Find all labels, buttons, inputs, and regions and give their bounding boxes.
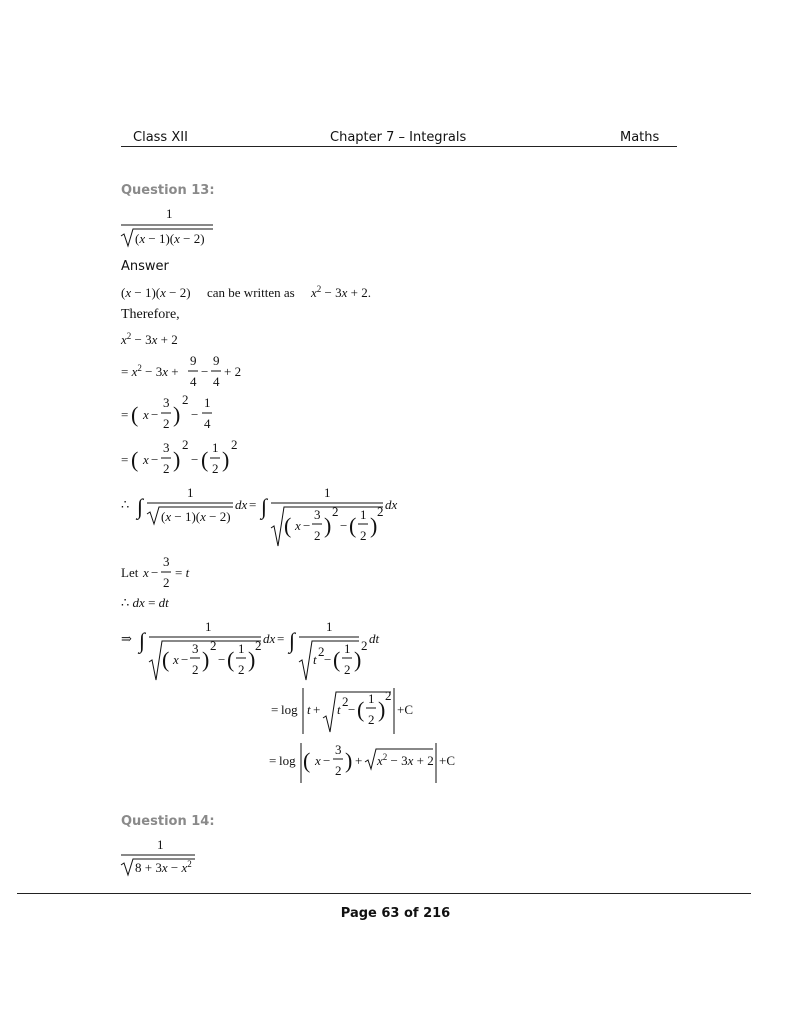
svg-text:4: 4: [190, 374, 197, 389]
svg-text:2: 2: [182, 392, 189, 407]
answer-label: Answer: [121, 259, 169, 274]
svg-text:4: 4: [204, 416, 211, 431]
svg-text:−: −: [151, 407, 159, 422]
svg-text:1: 1: [204, 395, 211, 410]
svg-text:= t: = t: [175, 565, 190, 580]
question-14-label: Question 14:: [121, 814, 215, 829]
question-13-integrand: [121, 205, 231, 249]
svg-text:2: 2: [212, 461, 219, 476]
svg-text:1: 1: [166, 206, 173, 221]
svg-text:1: 1: [360, 507, 367, 522]
svg-text:−: −: [181, 652, 189, 667]
svg-text:∫: ∫: [137, 494, 144, 519]
svg-text:x2 − 3x + 2.: $x^2 - 3x + 2$.: [311, 284, 371, 300]
step-square-form-1: [121, 393, 241, 437]
svg-text:2: 2: [163, 416, 170, 431]
svg-text:9: 9: [213, 353, 220, 368]
svg-text:=: =: [277, 631, 285, 646]
svg-text:−: −: [303, 518, 311, 533]
svg-text:3: 3: [163, 440, 170, 455]
svg-text:(: (: [162, 647, 170, 672]
svg-text:t: t: [337, 702, 341, 717]
svg-text:t: t: [307, 702, 311, 717]
svg-text:2: 2: [360, 528, 367, 543]
header-chapter: Chapter 7 – Integrals: [330, 130, 467, 145]
svg-text:2: 2: [238, 662, 245, 677]
svg-text:2: 2: [210, 638, 217, 653]
svg-text:1: 1: [344, 641, 351, 656]
svg-text:=: =: [249, 497, 257, 512]
svg-text:): ): [370, 513, 378, 538]
svg-text:): ): [345, 748, 353, 773]
svg-text:(x − 1)(x − 2): (x − 1)(x − 2): [135, 231, 205, 246]
svg-text:2: 2: [368, 712, 375, 727]
let-text: Let: [121, 565, 139, 580]
log-text-1: log: [281, 702, 298, 717]
svg-text:−: −: [340, 518, 348, 533]
svg-text:(: (: [303, 748, 311, 773]
svg-text:∫: ∫: [139, 628, 146, 653]
svg-text:t: t: [313, 652, 317, 667]
svg-text:(: (: [131, 447, 139, 472]
svg-text:3: 3: [163, 554, 170, 569]
svg-text:∫: ∫: [261, 494, 268, 519]
svg-text:4: 4: [213, 374, 220, 389]
svg-text:2: 2: [314, 528, 321, 543]
footer-rule: [17, 893, 751, 894]
svg-text:2: 2: [385, 688, 392, 703]
svg-text:2: 2: [332, 504, 339, 519]
svg-text:3: 3: [335, 742, 342, 757]
svg-text:3: 3: [163, 395, 170, 410]
svg-text:(: (: [284, 513, 292, 538]
svg-text:−: −: [191, 452, 199, 467]
svg-text:x: x: [173, 652, 179, 667]
svg-text:2: 2: [163, 461, 170, 476]
written-as-text: can be written as: [207, 285, 295, 300]
step-log-final: [269, 741, 469, 787]
svg-text:=: =: [269, 753, 277, 768]
step-substitution: [121, 555, 211, 595]
svg-text:−: −: [324, 652, 332, 667]
svg-text:−: −: [218, 652, 226, 667]
svg-text:=: =: [121, 407, 129, 422]
svg-text:1: 1: [212, 440, 219, 455]
svg-text:2: 2: [255, 638, 262, 653]
svg-text:): ): [173, 447, 181, 472]
header-rule: [121, 146, 677, 147]
svg-text:= x2 − 3x +: = $x^2 - 3x$ +: [121, 363, 179, 379]
svg-text:2: 2: [318, 644, 325, 659]
log-text-2: log: [279, 753, 296, 768]
step-complete-square: [121, 354, 261, 392]
question-13-label: Question 13:: [121, 183, 215, 198]
step-differential: [121, 593, 201, 613]
svg-text:3: 3: [192, 641, 199, 656]
svg-text:2: 2: [192, 662, 199, 677]
svg-text:): ): [378, 697, 386, 722]
svg-text:(: (: [333, 647, 341, 672]
svg-text:x: x: [315, 753, 321, 768]
svg-text:(: (: [201, 447, 209, 472]
svg-text:−: −: [201, 364, 209, 379]
svg-text:): ): [173, 402, 181, 427]
svg-text:): ): [354, 647, 362, 672]
svg-text:2: 2: [182, 437, 189, 452]
svg-text:(x − 1)(x − 2): (x − 1)(x − 2): [161, 509, 231, 524]
svg-text:(: (: [131, 402, 139, 427]
step-integral-rewrite: [121, 484, 411, 550]
step-log-in-t: [271, 684, 431, 738]
svg-text:): ): [202, 647, 210, 672]
therefore-text: Therefore,: [121, 307, 180, 322]
svg-text:dt: dt: [369, 631, 380, 646]
svg-text:8 + 3x − x2: $8 + 3x - x^2$: [135, 859, 192, 875]
svg-text:1: 1: [324, 485, 331, 500]
svg-text:2: 2: [335, 763, 342, 778]
svg-text:2: 2: [342, 694, 349, 709]
svg-text:∫: ∫: [289, 628, 296, 653]
svg-text:2: 2: [361, 638, 368, 653]
svg-text:1: 1: [326, 619, 333, 634]
step-expression: [121, 330, 211, 350]
svg-text:): ): [222, 447, 230, 472]
svg-text:+: +: [355, 753, 363, 768]
svg-text:=: =: [121, 452, 129, 467]
svg-text:1: 1: [368, 691, 375, 706]
svg-text:x: x: [143, 452, 149, 467]
header-class: Class XII: [133, 130, 188, 145]
question-14-integrand: [121, 836, 211, 878]
svg-text:dx: dx: [235, 497, 248, 512]
svg-text:x2 − 3x + 2: $x^2 - 3x + 2$: [121, 331, 178, 347]
svg-text:∴: ∴: [121, 497, 130, 512]
svg-text:x2 − 3x + 2: $x^2 - 3x + 2$: [377, 752, 434, 768]
step-square-form-2: [121, 437, 251, 483]
constant-text-2: +C: [439, 753, 456, 768]
svg-text:1: 1: [238, 641, 245, 656]
svg-text:−: −: [323, 753, 331, 768]
svg-text:dx: dx: [263, 631, 276, 646]
svg-text:): ): [324, 513, 332, 538]
svg-text:(x − 1)(x − 2): (x − 1)(x − 2): [121, 285, 191, 300]
svg-text:2: 2: [344, 662, 351, 677]
svg-text:2: 2: [163, 575, 170, 590]
svg-text:9: 9: [190, 353, 197, 368]
svg-text:=: =: [271, 702, 279, 717]
step-written-as: [121, 282, 401, 302]
svg-text:1: 1: [205, 619, 212, 634]
svg-text:−: −: [151, 565, 159, 580]
constant-text-1: +C: [397, 702, 414, 717]
svg-text:−: −: [151, 452, 159, 467]
svg-text:−: −: [348, 702, 356, 717]
svg-text:dx: dx: [385, 497, 398, 512]
svg-text:(: (: [357, 697, 365, 722]
svg-text:(: (: [227, 647, 235, 672]
svg-text:x: x: [143, 407, 149, 422]
svg-text:3: 3: [314, 507, 321, 522]
svg-text:(: (: [349, 513, 357, 538]
page-number: Page 63 of 216: [340, 906, 451, 921]
svg-text:+: +: [313, 702, 321, 717]
svg-text:−: −: [191, 407, 199, 422]
svg-text:1: 1: [157, 837, 164, 852]
svg-text:): ): [248, 647, 256, 672]
svg-text:x: x: [143, 565, 149, 580]
svg-text:x: x: [295, 518, 301, 533]
svg-text:2: 2: [231, 437, 238, 452]
svg-text:∴ dx = dt: ∴ dx = dt: [121, 595, 169, 610]
step-integral-in-t: [121, 618, 421, 684]
svg-text:⇒: ⇒: [121, 631, 132, 646]
svg-text:2: 2: [377, 504, 384, 519]
header-subject: Maths: [620, 130, 660, 145]
svg-text:+ 2: + 2: [224, 364, 242, 379]
svg-text:1: 1: [187, 485, 194, 500]
